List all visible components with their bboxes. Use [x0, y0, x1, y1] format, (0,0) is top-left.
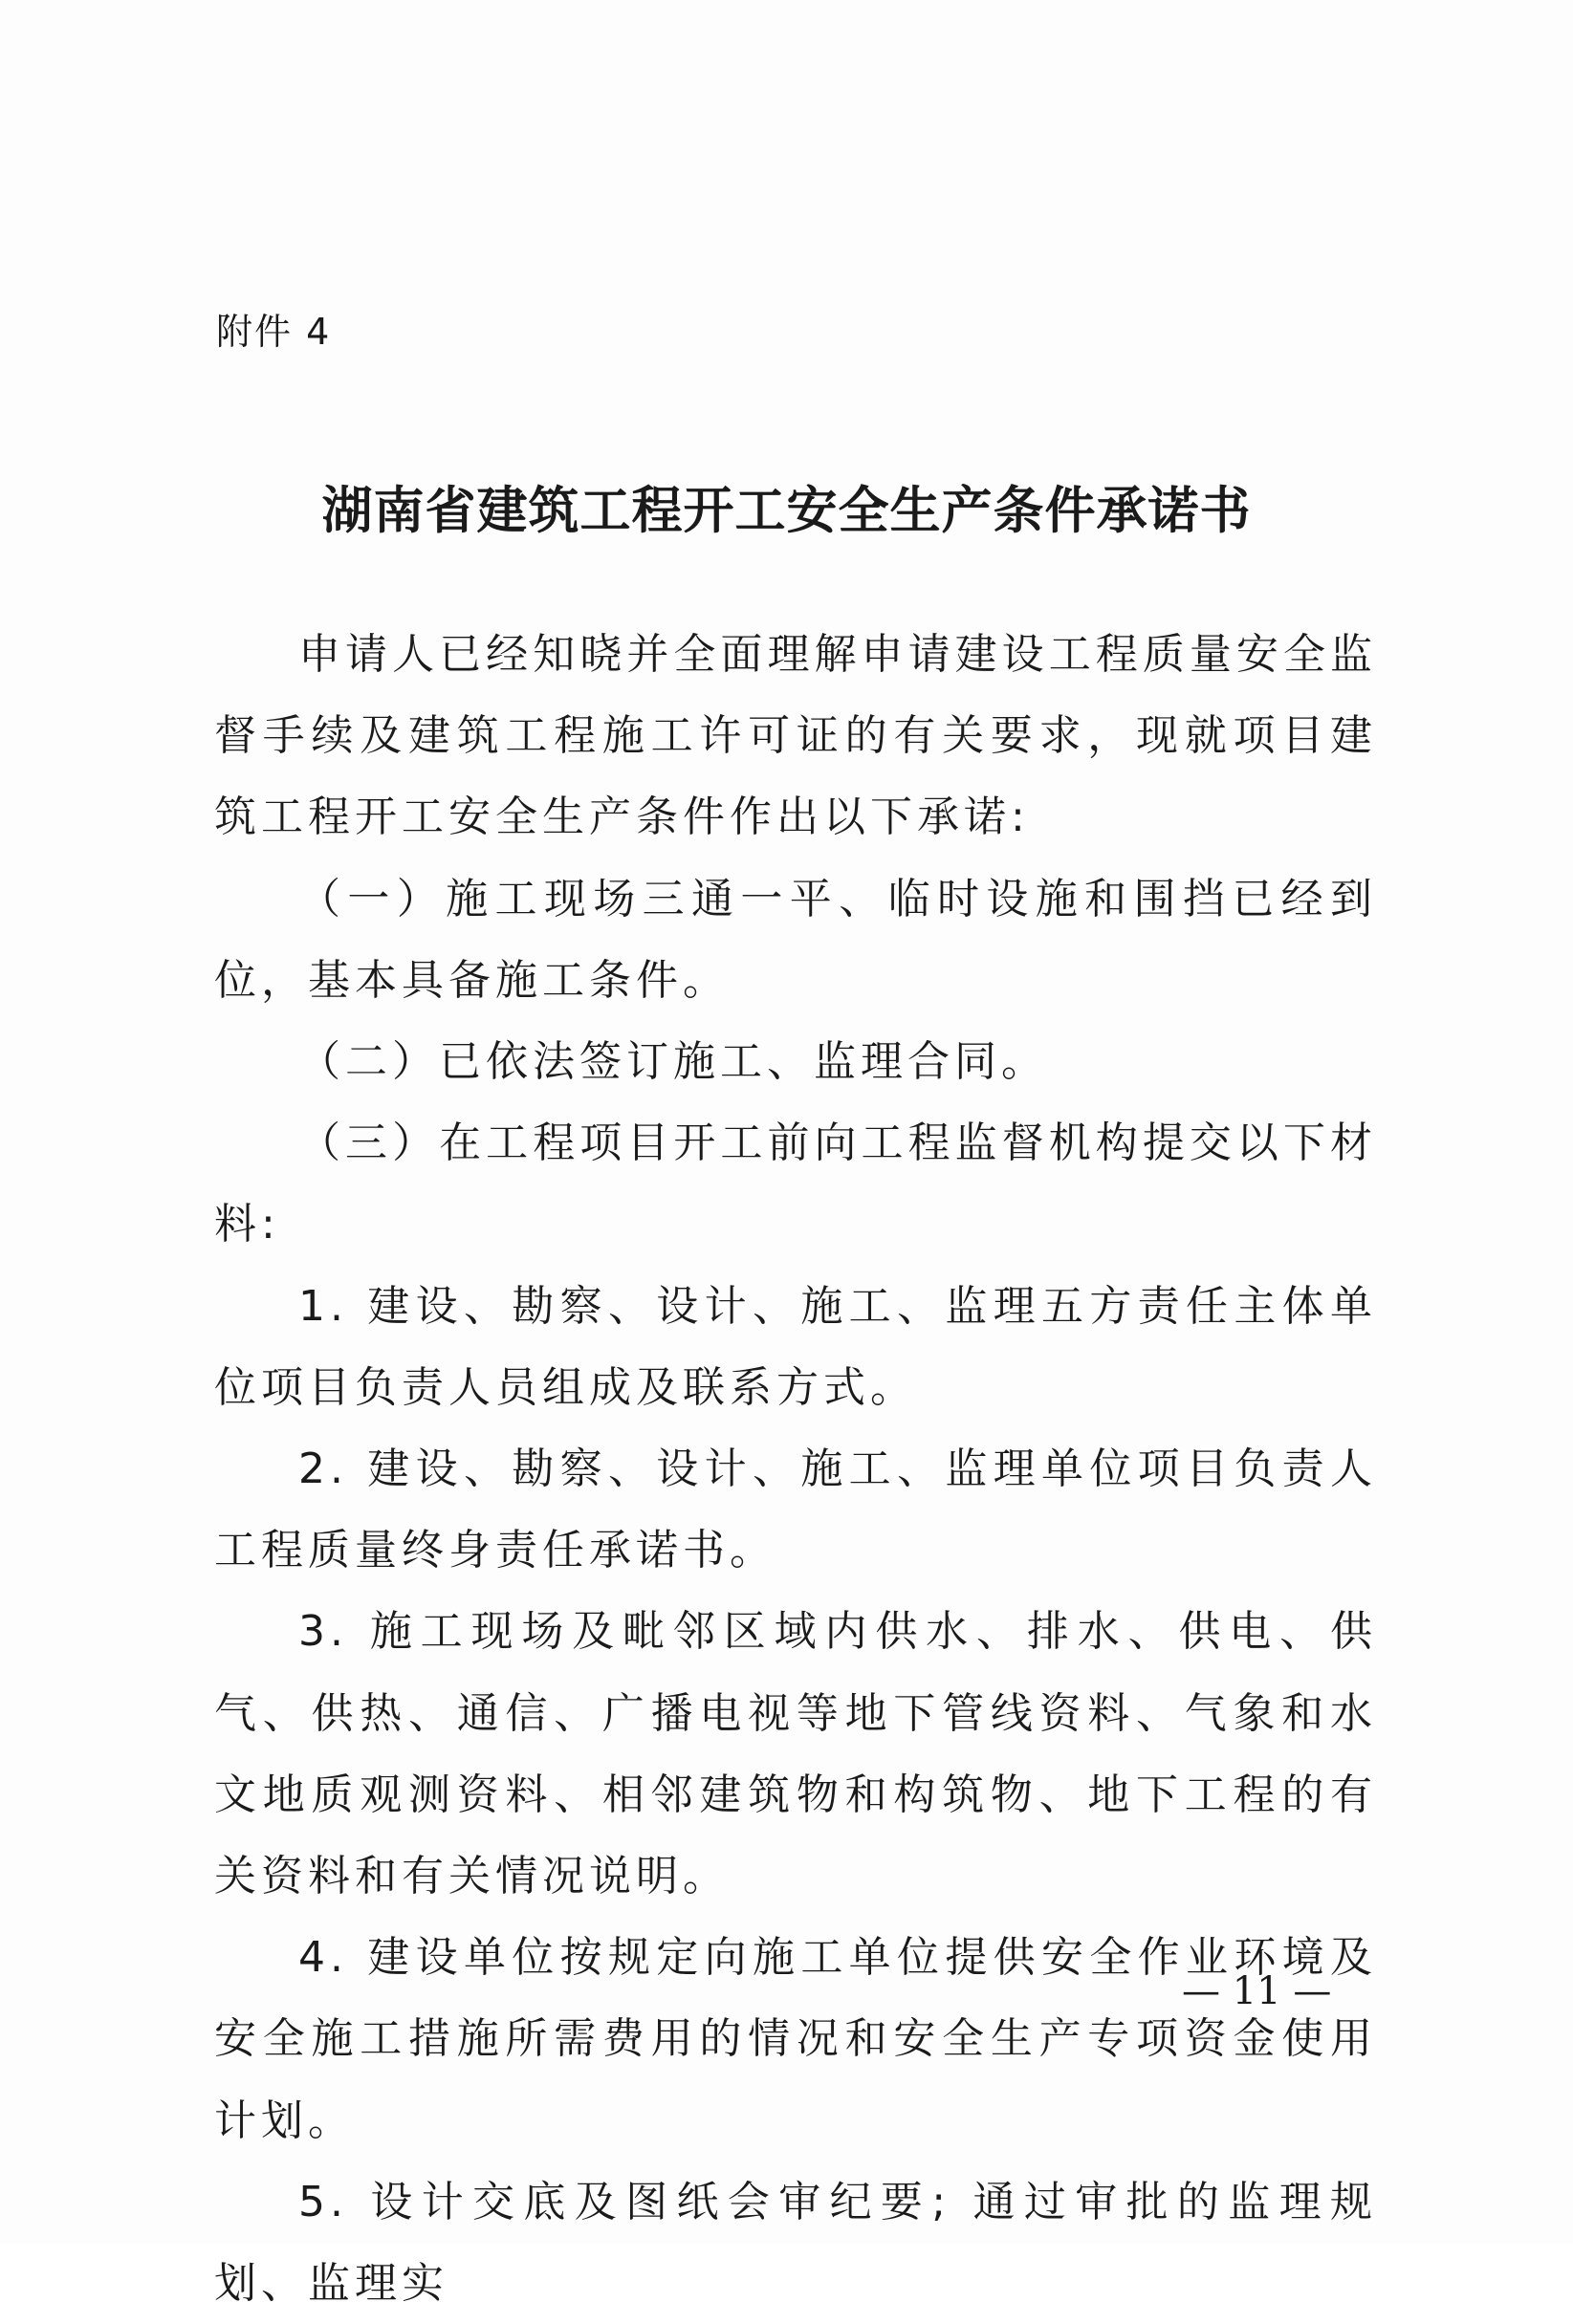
commitment-item-3: （三）在工程项目开工前向工程监督机构提交以下材料: [214, 1119, 1377, 1249]
material-item-3: 3. 施工现场及毗邻区域内供水、排水、供电、供气、供热、通信、广播电视等地下管线资料、气象和水文地质观测资料、相邻建筑物和构筑物、地下工程的有关资料和有关情况说明。 [214, 1607, 1377, 1901]
document-title: 湖南省建筑工程开工安全生产条件承诺书 [321, 481, 1252, 540]
material-item-1: 1. 建设、勘察、设计、施工、监理五方责任主体单位项目负责人员组成及联系方式。 [214, 1281, 1377, 1412]
commitment-item-2: （二）已依法签订施工、监理合同。 [298, 1037, 1048, 1087]
attachment-label: 附件 4 [216, 311, 332, 353]
material-item-4: 4. 建设单位按规定向施工单位提供安全作业环境及安全施工措施所需费用的情况和安全生产专项资金使用计划。 [214, 1933, 1377, 2145]
commitment-item-1: （一）施工现场三通一平、临时设施和围挡已经到位，基本具备施工条件。 [214, 874, 1377, 1005]
document-body [214, 614, 1377, 2324]
page-number: — 11 — [1182, 1969, 1332, 2013]
intro-paragraph: 申请人已经知晓并全面理解申请建设工程质量安全监督手续及建筑工程施工许可证的有关要求，现就项目建筑工程开工安全生产条件作出以下承诺: [214, 630, 1377, 842]
material-item-2: 2. 建设、勘察、设计、施工、监理单位项目负责人工程质量终身责任承诺书。 [214, 1444, 1377, 1575]
material-item-5: 5. 设计交底及图纸会审纪要; 通过审批的监理规划、监理实 [214, 2177, 1377, 2309]
